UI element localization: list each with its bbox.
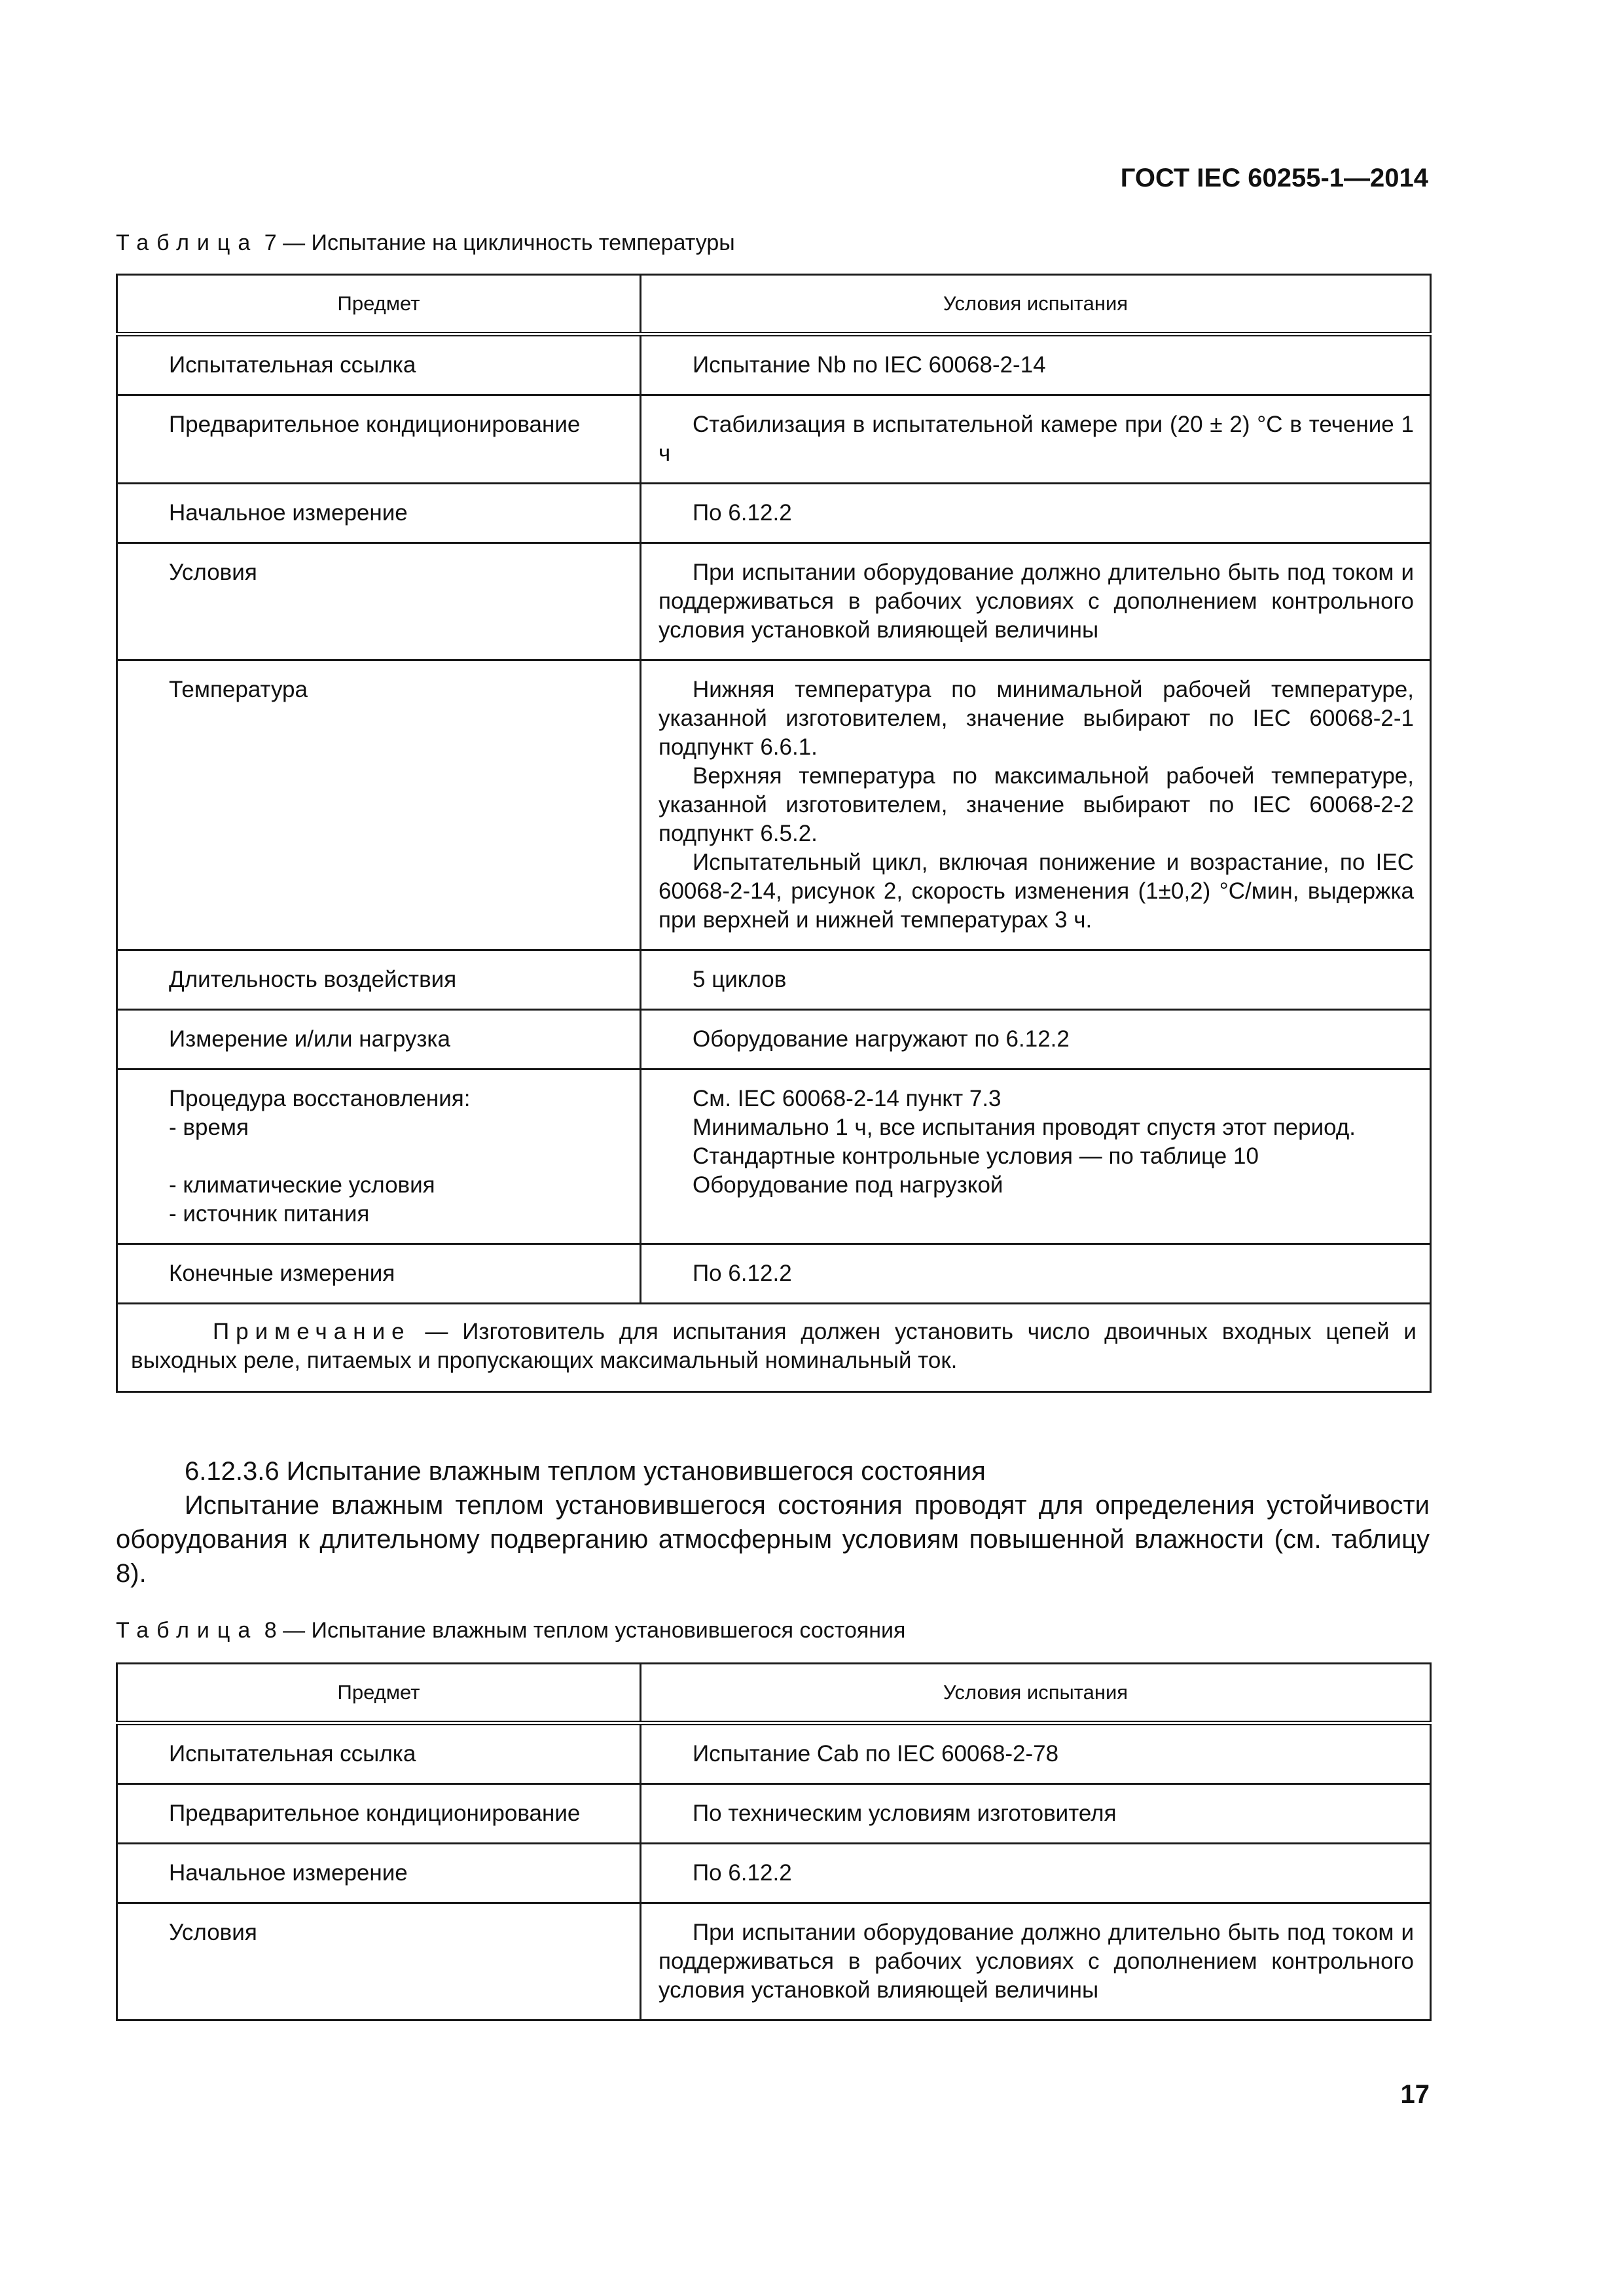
row-conditions: По 6.12.2 <box>641 1244 1431 1304</box>
table-row <box>117 1784 1431 1844</box>
table7-caption-text: 7 — Испытание на цикличность температуры <box>258 230 735 255</box>
table7-header-row <box>117 275 1431 334</box>
row-item: Начальное измерение <box>117 484 641 543</box>
row-item: Конечные измерения <box>117 1244 641 1304</box>
row-conditions: При испытании оборудование должно длительно быть под током и поддерживаться в рабочих условиях с дополнением контрольного условия установкой влияющей величины <box>641 543 1431 660</box>
table-row <box>117 1244 1431 1304</box>
table7-col-header-item: Предмет <box>117 275 641 334</box>
row-item: Условия <box>117 1903 641 2020</box>
table-row <box>117 660 1431 950</box>
row-item: Измерение и/или нагрузка <box>117 1010 641 1069</box>
recovery-time: - время <box>169 1115 249 1140</box>
note-text: — Изготовитель для испытания должен установить число двоичных входных цепей и выходных реле, питаемых и пропускающих максимальный номинальный ток. <box>131 1319 1416 1373</box>
row-item: Предварительное кондиционирование <box>117 395 641 484</box>
section-body: Испытание влажным теплом установившегося состояния проводят для определения устойчивости оборудования к длительному подверганию атмосферным условиям повышенной влажности (см. таблицу 8). <box>116 1491 1430 1588</box>
table8-header-row <box>117 1664 1431 1723</box>
table7-note <box>117 1304 1431 1392</box>
recovery-title: Процедура восстановления: <box>169 1086 471 1111</box>
table-row <box>117 543 1431 660</box>
row-item: Условия <box>117 543 641 660</box>
table8-col-header-conditions: Условия испытания <box>641 1664 1431 1723</box>
table8-caption-label: Таблица <box>116 1618 259 1643</box>
table7 <box>116 274 1432 1393</box>
table-row <box>117 1844 1431 1903</box>
table7-col-header-conditions: Условия испытания <box>641 275 1431 334</box>
row-item: Температура <box>117 660 641 950</box>
page-number: 17 <box>1400 2080 1430 2109</box>
row-item <box>117 1069 641 1244</box>
row-item: Длительность воздействия <box>117 950 641 1010</box>
table8-caption-text: 8 — Испытание влажным теплом установившегося состояния <box>258 1618 906 1643</box>
recovery-climate: - климатические условия <box>169 1172 435 1198</box>
row-conditions: Нижняя температура по минимальной рабочей температуре, указанной изготовителем, значение выбирают по IEC 60068-2-1 подпункт 6.6.1. Верхняя температура по максимальной рабочей температуре, указанной изготовителем, значение выбирают по IEC 60068-2-2 подпункт 6.5.2. Испытательный цикл, включая понижение и возрастание, по IEC 60068-2-14, рисунок 2, скорость изменения (1±0,2) °С/мин, выдержка при верхней и нижней температурах 3 ч. <box>641 660 1431 950</box>
table8 <box>116 1662 1432 2021</box>
row-conditions: См. IEC 60068-2-14 пункт 7.3 Минимально 1 ч, все испытания проводят спустя этот период. Стандартные контрольные условия — по таблице 10 Оборудование под нагрузкой <box>641 1069 1431 1244</box>
row-item: Испытательная ссылка <box>117 1723 641 1784</box>
table7-caption <box>116 230 735 256</box>
table8-col-header-item: Предмет <box>117 1664 641 1723</box>
document-id: ГОСТ IEC 60255-1—2014 <box>1120 164 1428 192</box>
row-conditions: По техническим условиям изготовителя <box>641 1784 1431 1844</box>
table8-caption <box>116 1618 905 1643</box>
row-conditions: Оборудование нагружают по 6.12.2 <box>641 1010 1431 1069</box>
section-heading: 6.12.3.6 Испытание влажным теплом установившегося состояния <box>185 1457 986 1486</box>
row-item: Предварительное кондиционирование <box>117 1784 641 1844</box>
note-label: Примечание <box>213 1319 411 1344</box>
table7-caption-label: Таблица <box>116 230 259 255</box>
row-conditions: Испытание Cab по IEC 60068-2-78 <box>641 1723 1431 1784</box>
table-row <box>117 1903 1431 2020</box>
table-row-recovery <box>117 1069 1431 1244</box>
table-row <box>117 334 1431 395</box>
row-item: Испытательная ссылка <box>117 334 641 395</box>
section-text <box>116 1454 1430 1590</box>
row-item: Начальное измерение <box>117 1844 641 1903</box>
recovery-power: - источник питания <box>169 1201 370 1227</box>
table-row <box>117 395 1431 484</box>
table7-note-row <box>117 1304 1431 1392</box>
row-conditions: При испытании оборудование должно длительно быть под током и поддерживаться в рабочих условиях с дополнением контрольного условия установкой влияющей величины <box>641 1903 1431 2020</box>
row-conditions: Испытание Nb по IEC 60068-2-14 <box>641 334 1431 395</box>
table-row <box>117 484 1431 543</box>
row-conditions: 5 циклов <box>641 950 1431 1010</box>
row-conditions: Стабилизация в испытательной камере при (20 ± 2) °С в течение 1 ч <box>641 395 1431 484</box>
table-row <box>117 1010 1431 1069</box>
row-conditions: По 6.12.2 <box>641 484 1431 543</box>
table-row <box>117 950 1431 1010</box>
table-row <box>117 1723 1431 1784</box>
row-conditions: По 6.12.2 <box>641 1844 1431 1903</box>
